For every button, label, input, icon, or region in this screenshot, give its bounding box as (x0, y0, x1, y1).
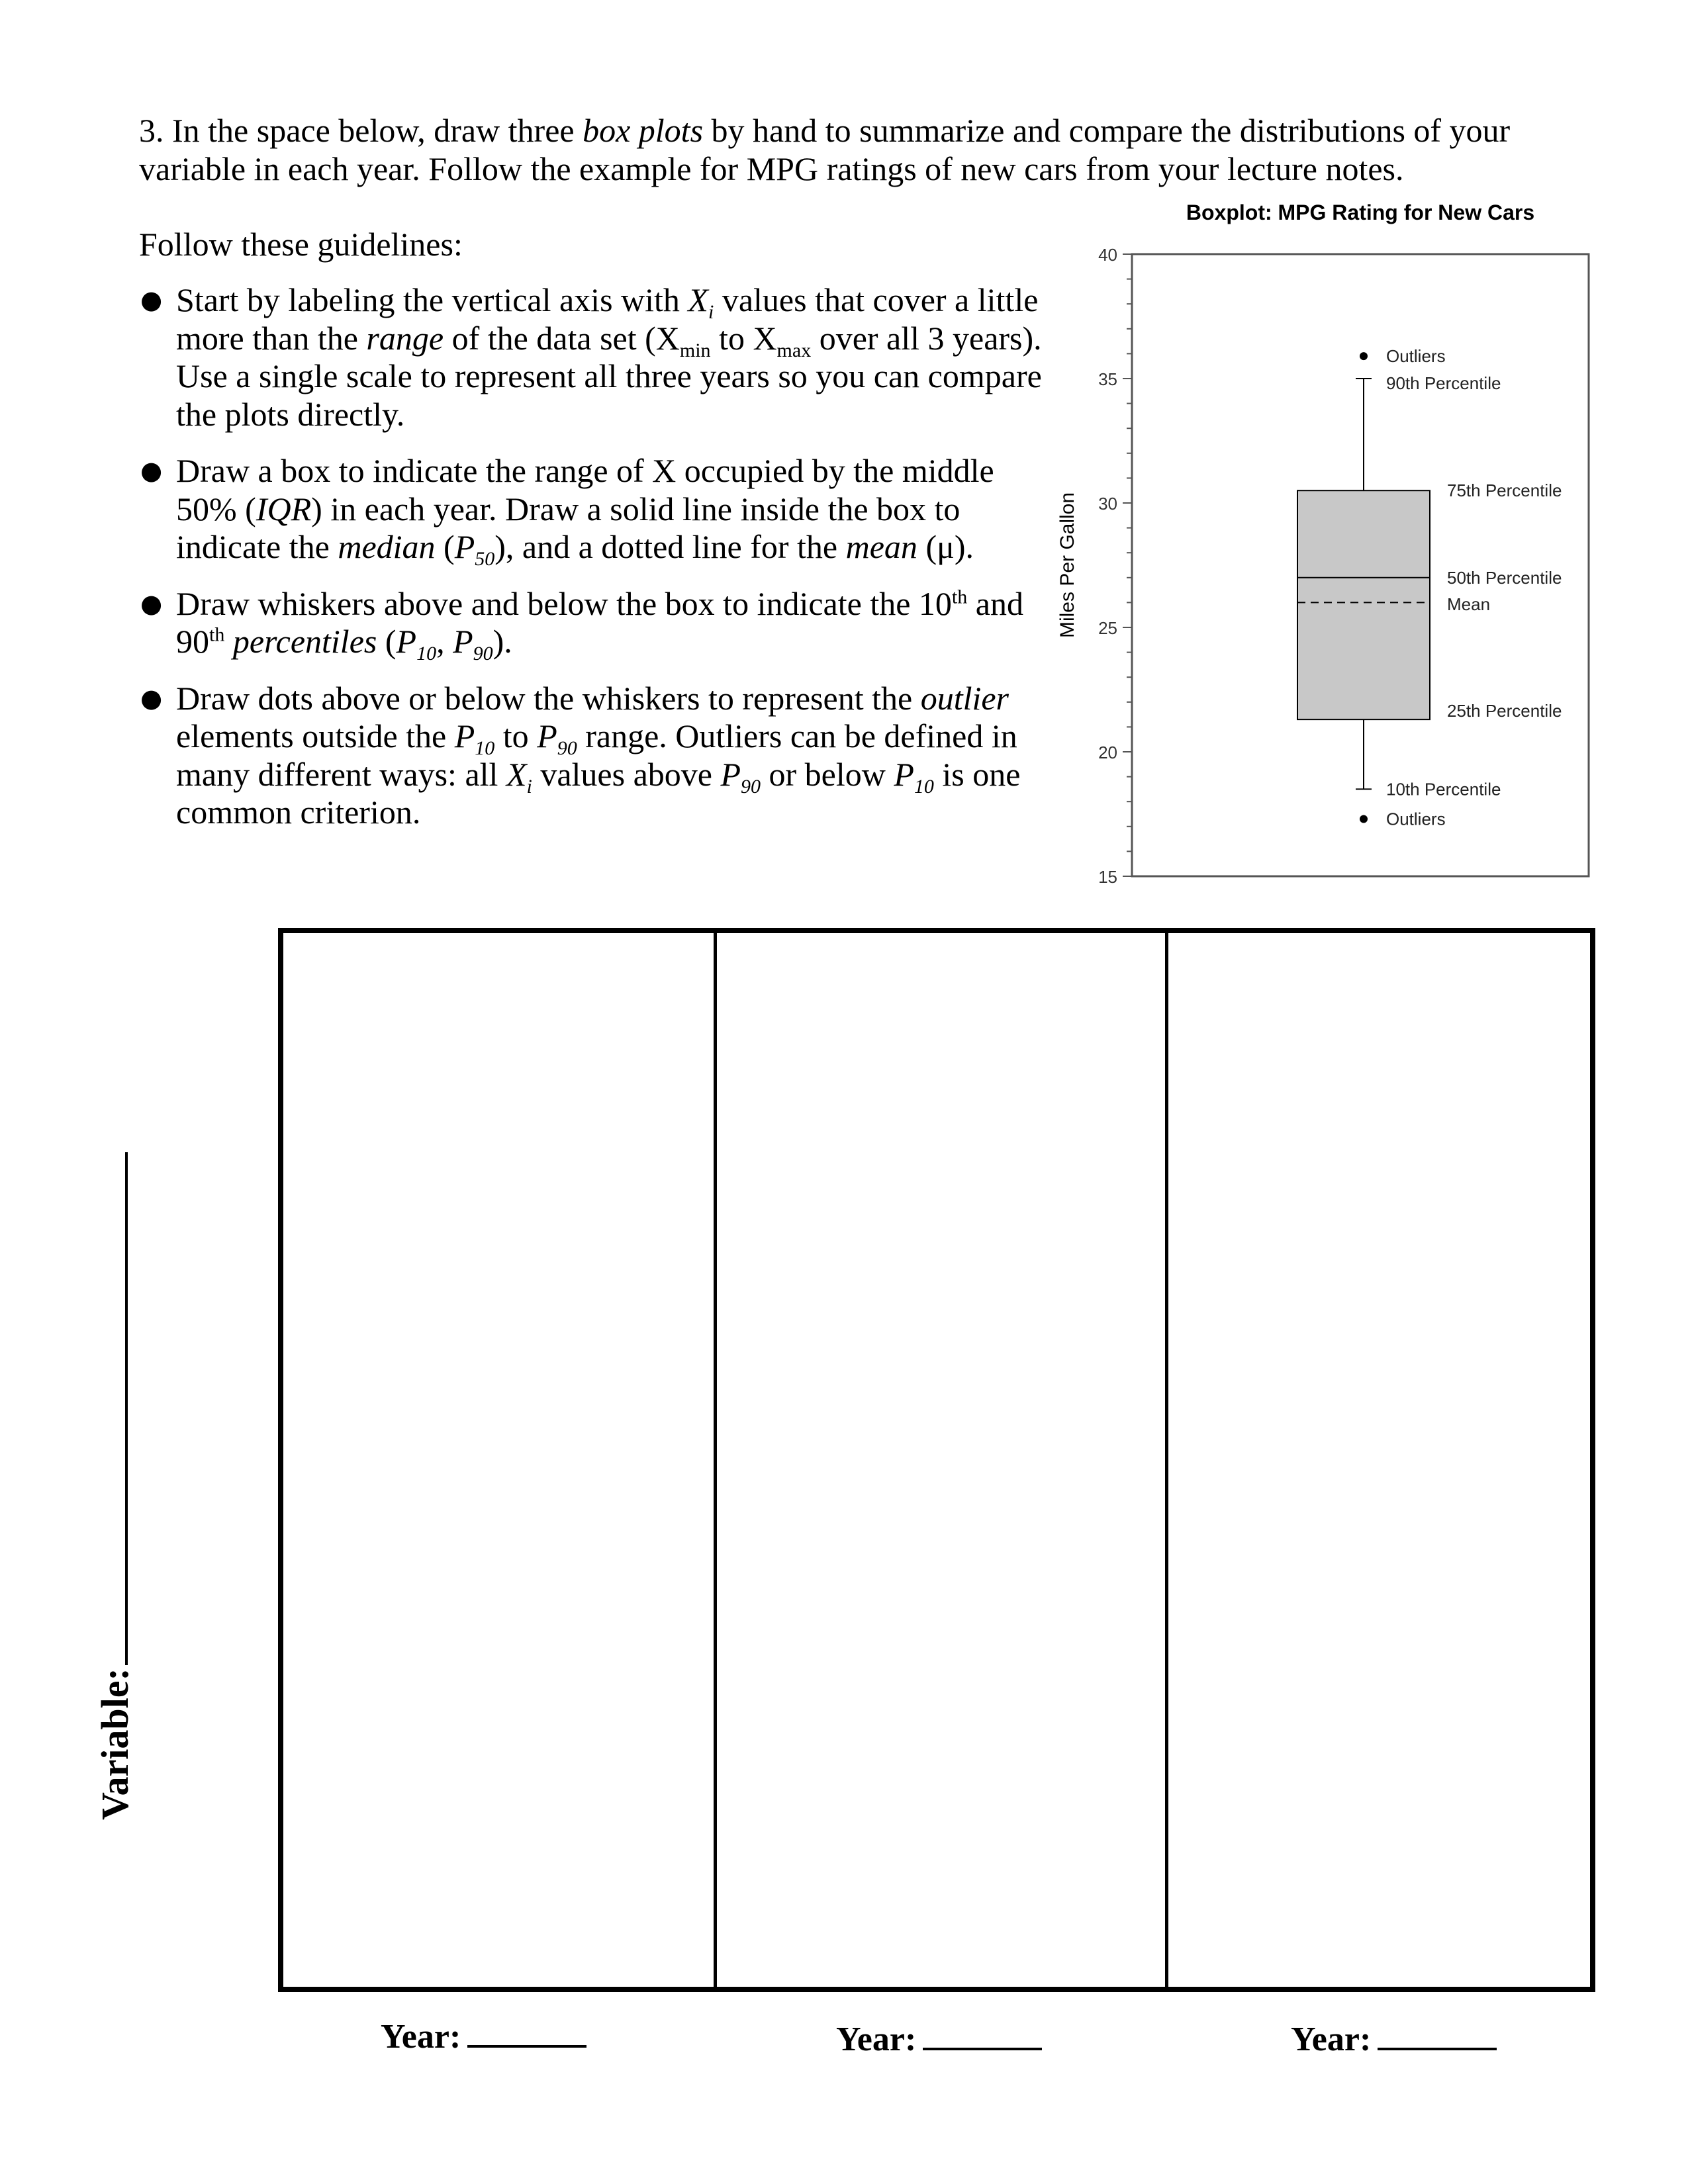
guideline-outliers: ● Draw dots above or below the whiskers to represent the outlier elements outside the $P_{10}$ to $P_{90}$ range. Outliers can be defined in many different ways: all $X_i$ values above $P_{90}$ or below $P_{10}$ is one common criterion. (140, 679, 1021, 831)
annotation-p50: 50th Percentile (1447, 567, 1562, 588)
annotation-p10: 10th Percentile (1386, 779, 1501, 799)
y-axis-ticks (1098, 245, 1132, 887)
guideline-axis: ● Start by labeling the vertical axis with $X_i$ values that cover a little more than the range of the data set ($X_{min}$ to $X_{max}$ over all 3 years). Use a single scale to represent all three years so you can compare the plots directly. (140, 281, 1042, 433)
iqr-box (1297, 490, 1430, 719)
bullet-icon: ● (140, 588, 163, 618)
year-blank[interactable] (1378, 2044, 1497, 2050)
y-axis-label: Miles Per Gallon (1056, 492, 1078, 639)
annotation-p25: 25th Percentile (1447, 701, 1562, 721)
year-label: Year: (381, 2018, 461, 2056)
y-tick-label: 25 (1098, 618, 1117, 638)
guideline-box: ● Draw a box to indicate the range of X occupied by the middle 50% (IQR) in each year. Draw a solid line inside the box to indicate the median $(P_{50})$, and a dotted line for the mean (μ). (140, 452, 994, 570)
column-divider (1165, 933, 1168, 1987)
y-tick-label: 15 (1098, 867, 1117, 887)
bullet-icon: ● (140, 285, 163, 314)
column-divider (714, 933, 717, 1987)
bullet-icon: ● (140, 456, 163, 485)
annotation-outliers-top: Outliers (1386, 346, 1446, 367)
year-3-field[interactable] (1291, 2020, 1497, 2059)
guidelines-list (139, 281, 1053, 850)
y-tick-label: 30 (1098, 494, 1117, 514)
outlier-point (1360, 815, 1368, 823)
guidelines-header: Follow these guidelines: (139, 226, 463, 263)
chart-title: Boxplot: MPG Rating for New Cars (1186, 201, 1535, 224)
annotation-p75: 75th Percentile (1447, 480, 1562, 501)
question-text: 3. In the space below, draw three box plots by hand to summarize and compare the distributions of your variable in each year. Follow the example for MPG ratings of new cars from your lecture notes. (139, 112, 1511, 187)
variable-blank[interactable] (118, 1152, 128, 1665)
boxplot-marks (1297, 352, 1430, 823)
y-tick-label: 40 (1098, 245, 1117, 265)
year-1-field[interactable] (381, 2017, 586, 2056)
year-label: Year: (1291, 2021, 1372, 2058)
outlier-point (1360, 352, 1368, 360)
year-blank[interactable] (923, 2044, 1042, 2050)
y-tick-label: 35 (1098, 369, 1117, 389)
annotation-mean: Mean (1447, 594, 1491, 614)
annotation-outliers-bottom: Outliers (1386, 809, 1446, 829)
variable-field[interactable] (93, 1125, 146, 1820)
year-2-field[interactable] (836, 2020, 1042, 2059)
y-tick-label: 20 (1098, 743, 1117, 762)
guideline-whiskers: ● Draw whiskers above and below the box to indicate the 10th and 90th percentiles ($P_{10}$, $P_{90}$). (140, 584, 1023, 664)
question-number: 3. (139, 112, 164, 149)
year-label: Year: (836, 2021, 917, 2058)
mpg-boxplot-chart (1046, 196, 1622, 897)
annotation-p90: 90th Percentile (1386, 373, 1501, 393)
bullet-icon: ● (140, 683, 163, 713)
drawing-grid (278, 928, 1595, 1992)
year-blank[interactable] (467, 2041, 586, 2048)
variable-label: Variable: (93, 1668, 136, 1820)
